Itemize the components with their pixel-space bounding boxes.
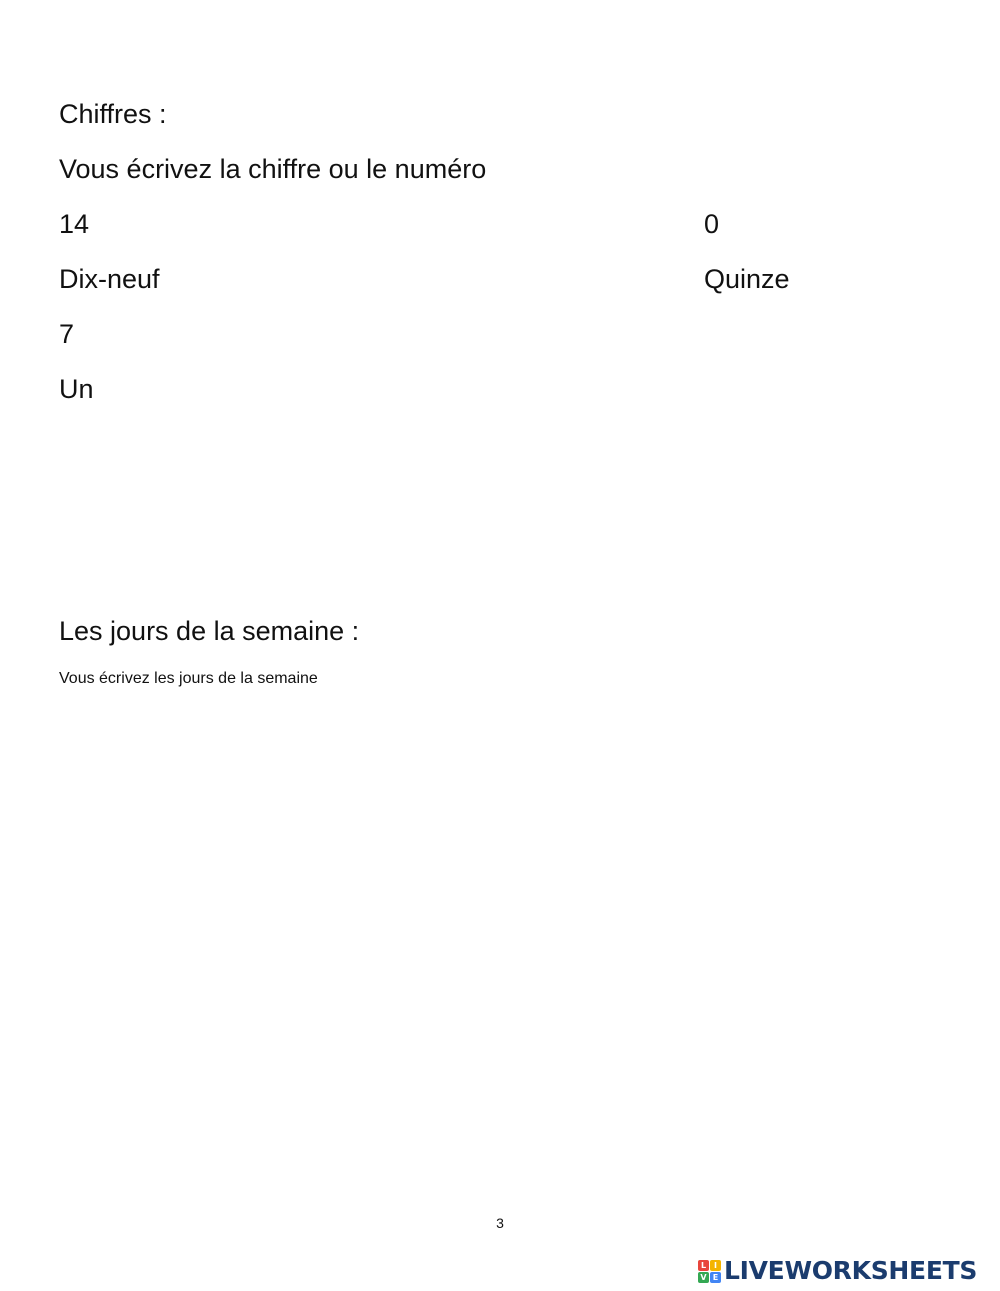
days-instruction: Vous écrivez les jours de la semaine [59,670,318,687]
numbers-heading: Chiffres : [59,99,167,129]
logo-text: LIVEWORKSHEETS [724,1256,978,1285]
number-item-right-1: 0 [704,209,720,239]
logo-tile-i: I [710,1260,721,1271]
logo-tile-l: L [698,1260,709,1271]
number-item-left-4: Un [59,374,94,404]
number-item-left-1: 14 [59,209,90,239]
numbers-instruction: Vous écrivez la chiffre ou le numéro [59,154,487,184]
logo-tile-e: E [710,1272,721,1283]
liveworksheets-logo [698,1256,977,1286]
number-item-left-3: 7 [59,319,75,349]
number-item-right-2: Quinze [704,264,790,294]
number-item-left-2: Dix-neuf [59,264,160,294]
days-heading: Les jours de la semaine : [59,616,360,646]
page-number: 3 [496,1215,504,1231]
logo-tiles-icon [698,1260,721,1283]
logo-tile-v: V [698,1272,709,1283]
